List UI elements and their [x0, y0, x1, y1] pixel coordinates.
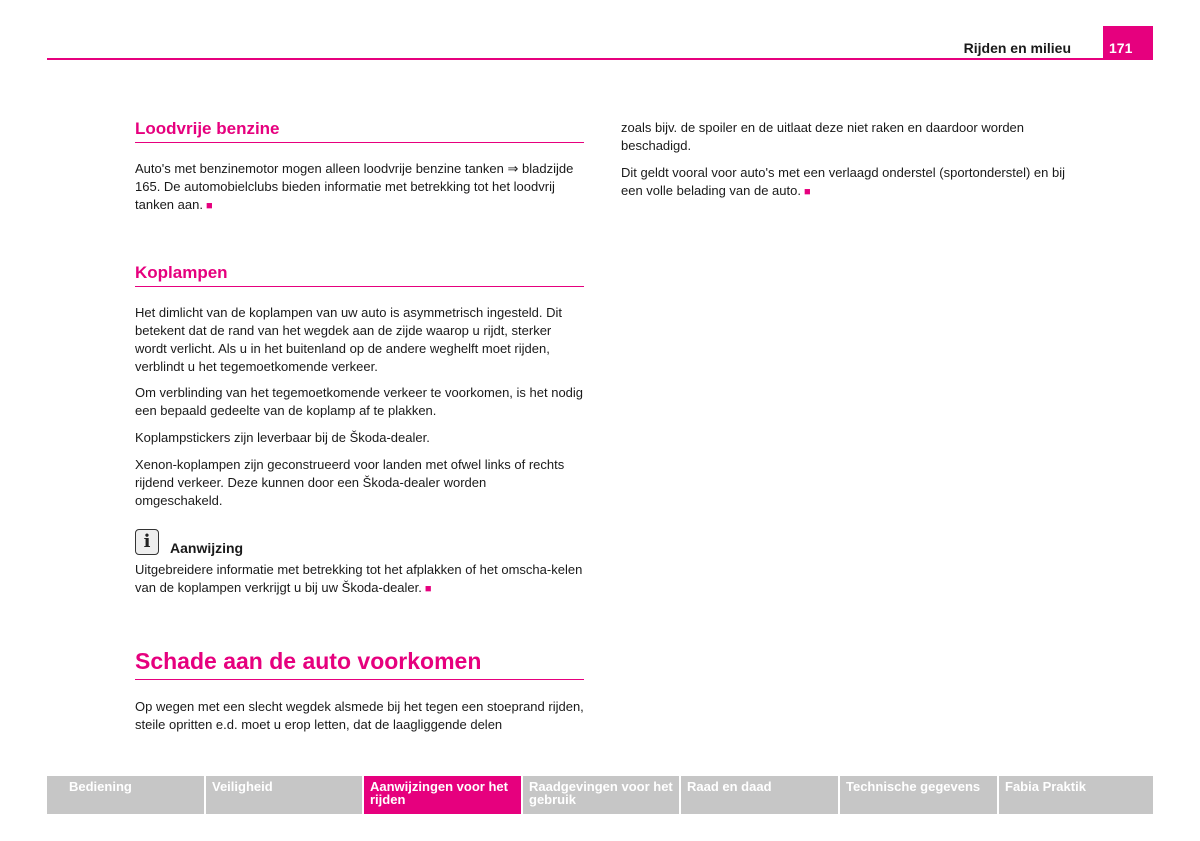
tab-fabia-praktik[interactable]: Fabia Praktik [999, 776, 1153, 814]
tab-bediening[interactable]: Bediening [47, 776, 204, 814]
info-icon: i [135, 529, 159, 555]
tab-raadgevingen-voor-het-gebruik[interactable]: Raadgevingen voor het gebruik [523, 776, 679, 814]
tab-raad-en-daad[interactable]: Raad en daad [681, 776, 838, 814]
note-title: Aanwijzing [170, 540, 244, 556]
paragraph-headlights-1: Het dimlicht van de koplampen van uw auto is asymmetrisch ingesteld. Dit betekent dat de rand van het wegdek aan de zijde waarop u rijdt, sterker wordt verlicht. Als u in het buitenland op de andere weghelft moet rijden, verblindt u het tegemoetkomende verkeer. [135, 305, 563, 374]
header-rule [47, 58, 1153, 60]
tab-technische-gegevens[interactable]: Technische gegevens [840, 776, 997, 814]
paragraph-continued-1: zoals bijv. de spoiler en de uitlaat deze niet raken en daardoor worden beschadigd. [621, 120, 1025, 153]
heading-damage: Schade aan de auto voorkomen [135, 648, 584, 680]
paragraph-damage: Op wegen met een slecht wegdek alsmede bij het tegen een stoeprand rijden, steile opritten e.d. moet u erop letten, dat de laagliggende delen [135, 699, 584, 732]
end-mark: ■ [424, 583, 432, 595]
tab-veiligheid[interactable]: Veiligheid [206, 776, 362, 814]
paragraph-headlights-4: Xenon-koplampen zijn geconstrueerd voor landen met ofwel links of rechts rijdend verkeer. Deze kunnen door een Škoda-dealer worden omgeschakeld. [135, 457, 565, 508]
page-number: 171 [1103, 26, 1153, 60]
tab-aanwijzingen-voor-het-rijden[interactable]: Aanwijzingen voor het rijden [364, 776, 521, 814]
note-text: Uitgebreidere informatie met betrekking tot het afplakken of het omscha-kelen van de koplampen verkrijgt u bij uw Škoda-dealer. ■ [135, 562, 583, 595]
paragraph-headlights-3: Koplampstickers zijn leverbaar bij de Škoda-dealer. [135, 430, 430, 445]
end-mark: ■ [205, 200, 213, 212]
heading-headlights: Koplampen [135, 263, 584, 287]
running-header: Rijden en milieu [963, 40, 1071, 56]
paragraph-unleaded: Auto's met benzinemotor mogen alleen loodvrije benzine tanken ⇒ bladzijde 165. De automobielclubs bieden informatie met betrekking tot het loodvrij tanken aan. ■ [135, 161, 574, 212]
chapter-nav [47, 776, 1153, 814]
paragraph-continued-2: Dit geldt vooral voor auto's met een verlaagd onderstel (sportonderstel) en bij een volle belading van de auto. ■ [621, 165, 1065, 198]
paragraph-headlights-2: Om verblinding van het tegemoetkomende verkeer te voorkomen, is het nodig een bepaald gedeelte van de koplamp af te plakken. [135, 385, 584, 418]
heading-unleaded: Loodvrije benzine [135, 119, 584, 143]
end-mark: ■ [803, 186, 811, 198]
